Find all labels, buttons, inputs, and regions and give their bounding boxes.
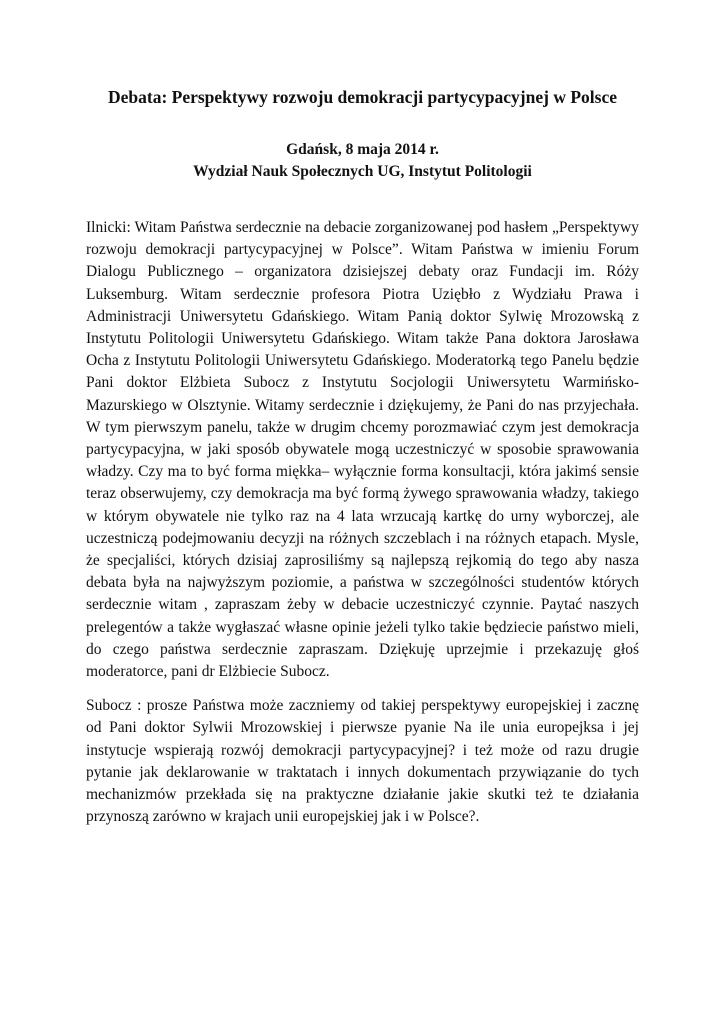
paragraph-subocz-question: Subocz : prosze Państwa może zaczniemy od takiej perspektywy europejskiej i zacznę od Pani doktor Sylwii Mrozowskiej i pierwsze pyanie Na ile unia europejksa i jej instytucje wspierają rozwój demokracji partycypacyjnej? i też może od razu drugie pytanie jak deklarowanie w traktatach i innych dokumentach przywiązanie do tych mechanizmów przekłada się na praktyczne działanie jakie skutki też te działania przynoszą zarówno w krajach unii europejskiej jak i w Polsce?. [86, 697, 639, 826]
paragraph-ilnicki-intro: Ilnicki: Witam Państwa serdecznie na debacie zorganizowanej pod hasłem „Perspektywy rozwoju demokracji partycypacyjnej w Polsce”. Witam Państwa w imieniu Forum Dialogu Publicznego – organizatora dzisiejszej debaty oraz Fundacji im. Róży Luksemburg. Witam serdecznie profesora Piotra Uziębło z Wydziału Prawa i Administracji Uniwersytetu Gdańskiego. Witam Panią doktor Sylwię Mrozowską z Instytutu Politologii Uniwersytetu Gdańskiego. Witam także Pana doktora Jarosława Ocha z Instytutu Politologii Uniwersytetu Gdańskiego. Moderatorką tego Panelu będzie Pani doktor Elżbieta Subocz z Instytutu Socjologii Uniwersytetu Warmińsko-Mazurskiego w Olsztynie. Witamy serdecznie i dziękujemy, że Pani do nas przyjechała. W tym pierwszym panelu, także w drugim chcemy porozmawiać czym jest demokracja partycypacyjna, w jaki sposób obywatele mogą uczestniczyć w sposobie sprawowania władzy. Czy ma to być forma miękka– wyłącznie forma konsultacji, która jakimś sensie teraz obserwujemy, czy demokracja ma być formą żywego sprawowania władzy, takiego w którym obywatele nie tylko raz na 4 lata wrzucają kartkę do urny wyborczej, ale uczestniczą podejmowaniu decyzji na różnych szczeblach i na różnych etapach. Mysle, że specjaliści, których dzisiaj zaprosiliśmy są najlepszą rejkomią do tego aby nasza debata była na najwyższym poziomie, a państwa w szczególności studentów których serdecznie witam , zapraszam żeby w debacie uczestniczyć czynnie. Paytać naszych prelegentów a także wygłaszać własne opinie jeżeli tylko takie będziecie państwo mieli, do czego państwa serdecznie zapraszam. Dziękuję uprzejmie i przekazuję głoś moderatorce, pani dr Elżbiecie Subocz. [86, 219, 639, 681]
document-page [86, 86, 639, 828]
document-title: Debata: Perspektywy rozwoju demokracji partycypacyjnej w Polsce [107, 87, 617, 107]
event-place-date: Gdańsk, 8 maja 2014 r. [286, 141, 439, 158]
event-venue: Wydział Nauk Społecznych UG, Instytut Politologii [193, 163, 532, 180]
event-details [86, 139, 639, 183]
